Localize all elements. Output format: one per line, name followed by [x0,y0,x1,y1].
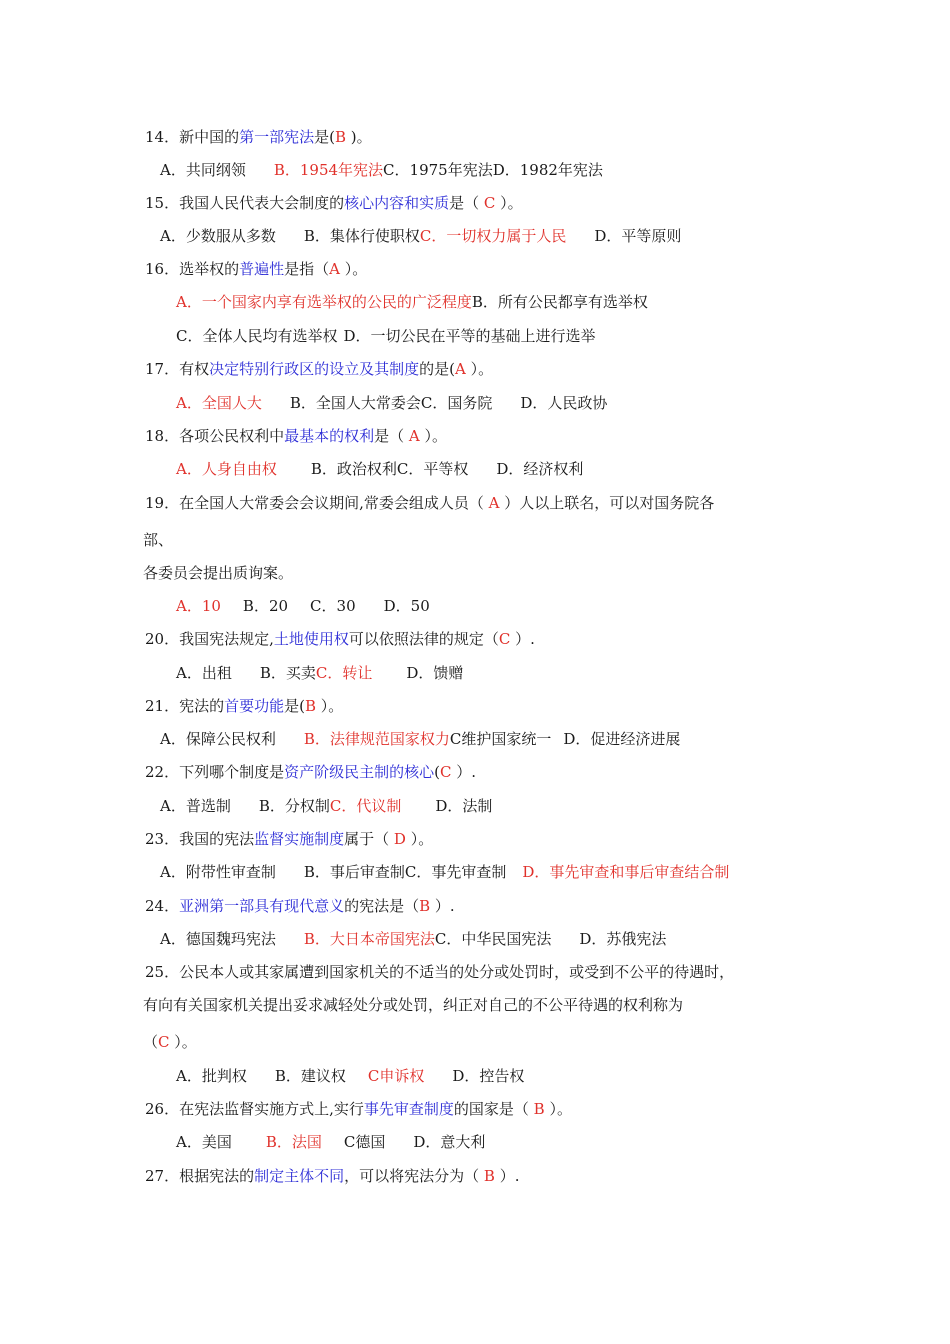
question-number: 17． [145,360,180,378]
option: D．促进经济进展 [563,730,681,748]
question-17: 17．有权决定特别行政区的设立及其制度的是(A ）。 [145,360,494,378]
key-phrase: 最基本的权利 [284,427,375,445]
question-20: 20．我国宪法规定,土地使用权可以依照法律的规定（C ）. [145,630,535,648]
question-number: 18． [145,427,180,445]
options-16b [176,326,596,346]
option: B．所有公民都享有选举权 [471,293,648,311]
question-number: 27． [145,1167,180,1185]
question-number: 22． [145,763,180,781]
option-correct: A．人身自由权 [176,460,277,478]
question-number: 16． [145,260,180,278]
option-correct: B．法国 [265,1133,322,1151]
option: B．建议权 [274,1067,346,1085]
answer: B [533,1100,545,1118]
option: D．控告权 [452,1067,525,1085]
options-23 [160,862,729,882]
options-16a [176,292,648,312]
question-number: 24． [145,897,180,915]
option: A．少数服从多数 [160,227,276,245]
answer: C [483,194,496,212]
option-correct: C．转让 [315,664,373,682]
option: A．出租 [176,664,232,682]
options-18 [176,459,583,479]
option-correct: C申诉权 [367,1067,425,1085]
options-17 [176,393,607,413]
option: D．1982年宪法 [492,161,603,179]
option: A．德国魏玛宪法 [160,930,276,948]
question-18: 18．各项公民权利中最基本的权利是（ A ）。 [145,427,448,445]
key-phrase: 制定主体不同 [254,1167,345,1185]
option: C．平等权 [396,460,469,478]
key-phrase: 土地使用权 [273,630,349,648]
option: C．30 [310,597,356,615]
option: D．50 [383,597,430,615]
option: B．政治权利 [310,460,397,478]
question-14: 14．新中国的第一部宪法是(B )。 [145,128,372,146]
key-phrase: 普遍性 [239,260,285,278]
question-number: 15． [145,194,180,212]
answer: A [454,360,466,378]
option: A．共同纲领 [160,161,246,179]
question-number: 20． [145,630,180,648]
option: A．附带性审查制 [160,863,276,881]
option: B．买卖 [259,664,316,682]
option: B．20 [242,597,289,615]
option: D．馈赠 [406,664,464,682]
option: D．人民政协 [520,394,608,412]
answer: D [393,830,406,848]
option-correct: D．事先审查和事后审查结合制 [522,863,730,881]
question-25-line-3: （C ）。 [143,1033,197,1051]
option: A．普选制 [160,797,231,815]
answer: B [419,897,431,915]
key-phrase: 亚洲第一部具有现代意义 [179,897,345,915]
question-25: 25．公民本人或其家属遭到国家机关的不适当的处分或处罚时，或受到不公平的待遇时， [145,963,735,981]
option: C．中华民国宪法 [434,930,552,948]
key-phrase: 首要功能 [224,697,285,715]
question-19: 19．在全国人大常委会会议期间,常委会组成人员（ A ）人以上联名，可以对国务院各 [145,494,715,512]
question-23: 23．我国的宪法监督实施制度属于（ D ）。 [145,830,434,848]
options-19 [176,596,430,616]
key-phrase: 监督实施制度 [254,830,345,848]
question-27: 27．根据宪法的制定主体不同，可以将宪法分为（ B ）. [145,1167,520,1185]
option: D．苏俄宪法 [579,930,667,948]
option-correct: C．一切权力属于人民 [419,227,567,245]
question-15: 15．我国人民代表大会制度的核心内容和实质是（ C ）。 [145,194,523,212]
option: C．全体人民均有选举权 [176,327,338,345]
options-20 [176,663,463,683]
option-correct: A．一个国家内享有选举权的公民的广泛程度 [176,293,472,311]
question-19-line-3: 各委员会提出质询案。 [143,564,294,582]
options-26 [176,1132,485,1152]
question-25-line-2: 有向有关国家机关提出妥求减轻处分或处罚，纠正对自己的不公平待遇的权利称为 [143,996,684,1014]
question-26: 26．在宪法监督实施方式上,实行事先审查制度的国家是（ B ）。 [145,1100,572,1118]
question-number: 26． [145,1100,180,1118]
key-phrase: 事先审查制度 [363,1100,454,1118]
option: A．批判权 [176,1067,247,1085]
option: B．事后审查制 [303,863,405,881]
question-16: 16．选举权的普遍性是指（A ）。 [145,260,368,278]
key-phrase: 资产阶级民主制的核心 [284,763,435,781]
option: B．分权制 [258,797,330,815]
option-correct: B．法律规范国家权力 [303,730,450,748]
options-14 [160,160,603,180]
options-15 [160,226,681,246]
key-phrase: 决定特别行政区的设立及其制度 [209,360,420,378]
question-19-line-2: 部、 [143,531,174,549]
answer: C [439,763,452,781]
question-number: 23． [145,830,180,848]
answer: C [158,1033,170,1051]
options-21 [160,729,680,749]
option: D．意大利 [413,1133,486,1151]
question-22: 22．下列哪个制度是资产阶级民主制的核心(C ）. [145,763,477,781]
answer: B [304,697,317,715]
option-correct: B．1954年宪法 [273,161,384,179]
answer: C [498,630,511,648]
option: B．集体行使职权 [303,227,420,245]
question-21: 21．宪法的首要功能是(B ）。 [145,697,344,715]
answer: A [408,427,420,445]
option-correct: A．全国人大 [176,394,262,412]
answer: B [334,128,347,146]
answer: A [488,494,500,512]
option: D．经济权利 [496,460,584,478]
question-number: 25． [145,963,180,981]
question-number: 14． [145,128,180,146]
option: C．事先审查制 [404,863,507,881]
options-24 [160,929,666,949]
option-correct: B．大日本帝国宪法 [303,930,435,948]
option: C德国 [343,1133,386,1151]
option: D．平等原则 [594,227,682,245]
question-number: 21． [145,697,180,715]
options-25 [176,1066,524,1086]
option-correct: C．代议制 [329,797,402,815]
key-phrase: 第一部宪法 [239,128,315,146]
option-correct: A．10 [176,597,221,615]
option: A．美国 [176,1133,232,1151]
answer: A [329,260,340,278]
answer: B [483,1167,495,1185]
option: D．一切公民在平等的基础上进行选举 [343,327,596,345]
option: D．法制 [435,797,493,815]
option: B．全国人大常委会 [289,394,421,412]
question-24: 24．亚洲第一部具有现代意义的宪法是（B ）. [145,897,455,915]
option: C．国务院 [420,394,493,412]
option: C．1975年宪法 [383,161,493,179]
key-phrase: 核心内容和实质 [344,194,450,212]
option: A．保障公民权利 [160,730,276,748]
options-22 [160,796,492,816]
option: C维护国家统一 [449,730,552,748]
question-number: 19． [145,494,180,512]
